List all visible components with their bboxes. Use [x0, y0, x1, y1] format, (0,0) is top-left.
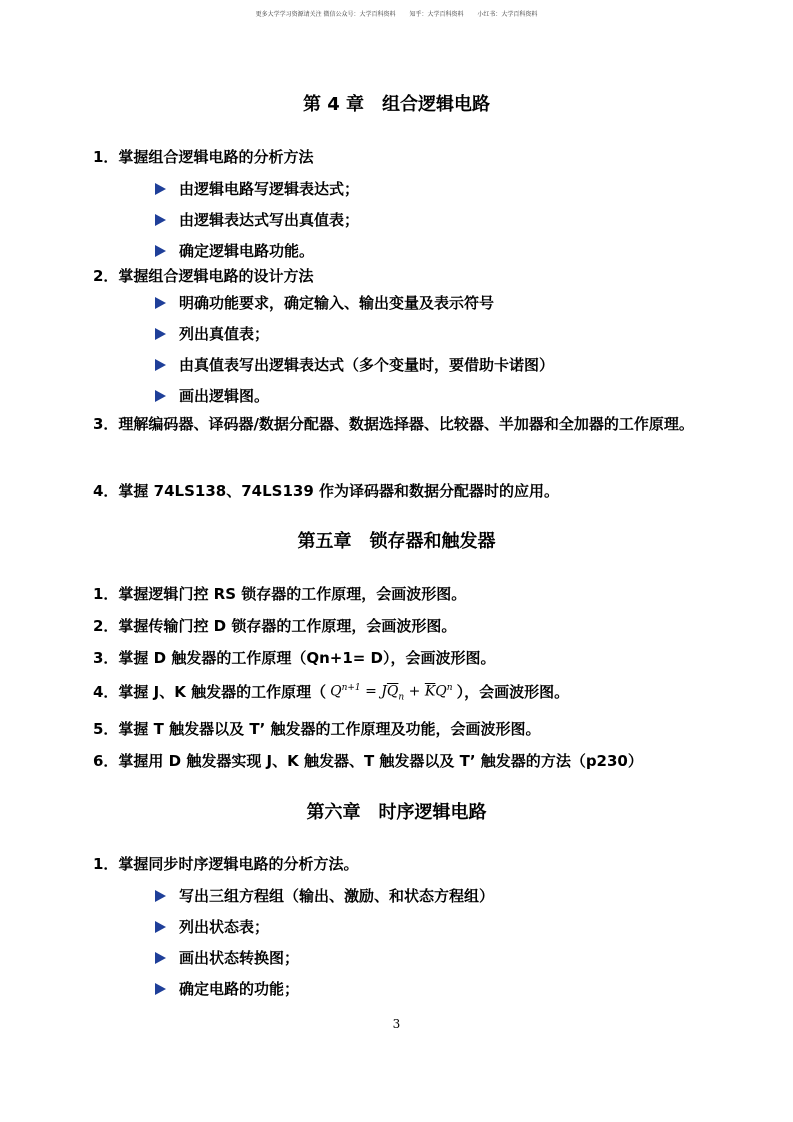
ch5-item-2: 2．掌握传输门控 D 锁存器的工作原理，会画波形图。 — [93, 617, 457, 635]
sub-text: 画出逻辑图。 — [179, 387, 270, 405]
sub-text: 由逻辑表达式写出真值表； — [179, 211, 360, 229]
ch4-item-1-sub-3 — [155, 240, 314, 261]
formula-q: Q — [330, 683, 342, 700]
ch4-item-2: 2．掌握组合逻辑电路的设计方法 — [93, 267, 314, 285]
sub-text: 由逻辑电路写逻辑表达式； — [179, 180, 360, 198]
ch4-item-2-sub-2 — [155, 323, 269, 344]
ch4-item-1: 1．掌握组合逻辑电路的分析方法 — [93, 148, 314, 166]
sub-text: 列出真值表； — [179, 325, 270, 343]
triangle-bullet-icon — [155, 183, 166, 195]
ch4-item-2-sub-4 — [155, 385, 269, 406]
ch4-item-4: 4．掌握 74LS138、74LS139 作为译码器和数据分配器时的应用。 — [93, 482, 559, 500]
triangle-bullet-icon — [155, 328, 166, 340]
sub-text: 列出状态表； — [179, 918, 270, 936]
sub-text: 由真值表写出逻辑表达式（多个变量时，要借助卡诺图） — [179, 356, 555, 374]
chapter4-title: 第 4 章 组合逻辑电路 — [302, 94, 491, 115]
formula-sub-n: n — [398, 692, 405, 703]
formula-sup-n1: n+1 — [341, 682, 361, 693]
triangle-bullet-icon — [155, 390, 166, 402]
formula-plus: + — [404, 683, 425, 700]
jk-characteristic-equation — [330, 683, 452, 702]
formula-qbar: $\overline{Q}$ — [386, 683, 399, 700]
triangle-bullet-icon — [155, 952, 166, 964]
triangle-bullet-icon — [155, 921, 166, 933]
ch6-item-1-sub-1 — [155, 885, 494, 906]
sub-text: 明确功能要求，确定输入、输出变量及表示符号 — [179, 294, 495, 312]
header-xiaohongshu: 小红书：大学百科资料 — [477, 11, 538, 18]
sub-text: 画出状态转换图； — [179, 949, 300, 967]
ch5-item-4-pre: 4．掌握 J、K 触发器的工作原理（ — [93, 683, 327, 701]
ch5-item-5: 5．掌握 T 触发器以及 T’ 触发器的工作原理及功能，会画波形图。 — [93, 720, 541, 738]
ch4-item-2-sub-1 — [155, 292, 494, 313]
formula-eq: = J — [360, 683, 387, 700]
triangle-bullet-icon — [155, 297, 166, 309]
triangle-bullet-icon — [155, 214, 166, 226]
header-zhihu: 知乎：大学百科资料 — [409, 11, 464, 18]
chapter6-title: 第六章 时序逻辑电路 — [306, 802, 487, 823]
sub-text: 确定逻辑电路功能。 — [179, 242, 315, 260]
ch6-item-1: 1．掌握同步时序逻辑电路的分析方法。 — [93, 855, 359, 873]
ch5-item-4 — [93, 681, 569, 702]
ch5-item-4-post: ），会画波形图。 — [456, 683, 570, 701]
triangle-bullet-icon — [155, 359, 166, 371]
ch4-item-3: 3．理解编码器、译码器/数据分配器、数据选择器、比较器、半加器和全加器的工作原理。 — [93, 415, 694, 433]
ch6-item-1-sub-3 — [155, 947, 299, 968]
ch4-item-1-sub-1 — [155, 178, 359, 199]
formula-sup-n: n — [446, 682, 453, 693]
formula-q2: Q — [435, 683, 447, 700]
chapter5-title: 第五章 锁存器和触发器 — [297, 531, 496, 552]
ch6-item-1-sub-4 — [155, 978, 299, 999]
triangle-bullet-icon — [155, 983, 166, 995]
ch5-item-6: 6．掌握用 D 触发器实现 J、K 触发器、T 触发器以及 T’ 触发器的方法（p230） — [93, 752, 643, 770]
sub-text: 写出三组方程组（输出、激励、和状态方程组） — [179, 887, 495, 905]
page-header — [0, 9, 793, 18]
triangle-bullet-icon — [155, 245, 166, 257]
page-number: 3 — [392, 1017, 401, 1031]
ch5-item-1: 1．掌握逻辑门控 RS 锁存器的工作原理，会画波形图。 — [93, 585, 467, 603]
ch6-item-1-sub-2 — [155, 916, 269, 937]
header-wechat: 更多大学学习资源请关注 微信公众号：大学百科资料 — [255, 11, 396, 18]
ch4-item-1-sub-2 — [155, 209, 359, 230]
ch4-item-2-sub-3 — [155, 354, 554, 375]
formula-kbar: $\overline{K}$ — [424, 683, 436, 700]
ch5-item-3: 3．掌握 D 触发器的工作原理（Qn+1= D），会画波形图。 — [93, 649, 496, 667]
triangle-bullet-icon — [155, 890, 166, 902]
sub-text: 确定电路的功能； — [179, 980, 300, 998]
